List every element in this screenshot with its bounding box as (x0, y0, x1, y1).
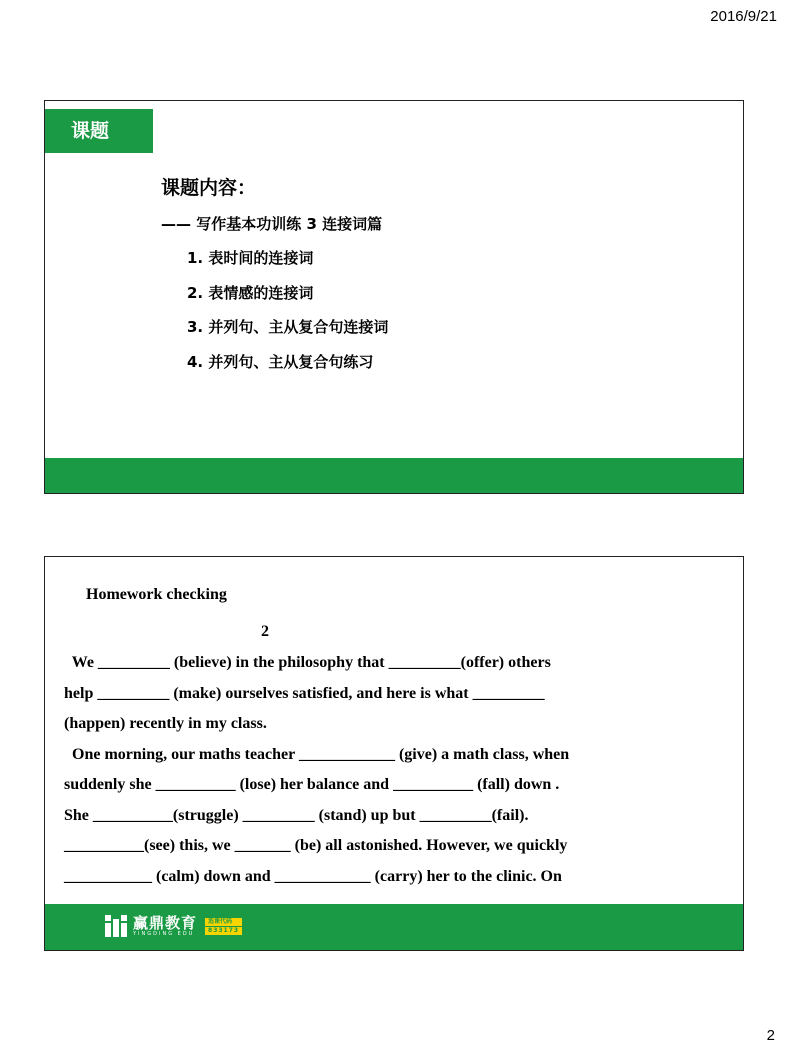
logo-name: 赢鼎教育 (133, 913, 198, 932)
text-line: suddenly she __________ (lose) her balance and __________ (fall) down . (64, 776, 560, 793)
exercise-text (64, 653, 569, 897)
slide-footer-bar (45, 458, 743, 493)
list-item: 4. 并列句、主从复合句练习 (187, 353, 374, 372)
slide-homework (44, 556, 744, 951)
page-number: 2 (766, 1027, 775, 1044)
date-stamp: 2016/9/21 (710, 8, 777, 25)
text-line: ___________ (calm) down and ____________ (carry) her to the clinic. On (64, 867, 562, 885)
text-line: __________(see) this, we _______ (be) all astonished. However, we quickly (64, 837, 568, 854)
text-line: help _________ (make) ourselves satisfied, and here is what _________ (64, 684, 545, 702)
topic-title: 课题内容： (161, 177, 257, 199)
badge-label: 选课代码 (205, 918, 242, 926)
homework-heading: Homework checking (86, 586, 227, 603)
topic-subtitle: —— 写作基本功训练 3 连接词篇 (161, 215, 383, 233)
text-line: (happen) recently in my class. (64, 715, 267, 732)
logo-icon (105, 915, 127, 937)
topic-tag: 课题 (45, 109, 153, 153)
list-item: 2. 表情感的连接词 (187, 283, 314, 302)
text-line: We _________ (believe) in the philosophy that _________(offer) others (64, 654, 551, 671)
slide-topic (44, 100, 744, 494)
logo-english: YINGDING EDU (133, 930, 195, 937)
text-line: She __________(struggle) _________ (stand) up but _________(fail). (64, 806, 529, 824)
exercise-number: 2 (261, 623, 269, 640)
course-code-badge (205, 918, 242, 935)
text-line: One morning, our maths teacher ____________ (give) a math class, when (64, 745, 570, 763)
slide-footer-bar (45, 904, 743, 950)
topic-list (187, 248, 388, 387)
list-item: 1. 表时间的连接词 (187, 249, 314, 267)
badge-code: 833173 (205, 927, 242, 935)
brand-logo (105, 914, 242, 938)
list-item: 3. 并列句、主从复合句连接词 (187, 318, 389, 337)
